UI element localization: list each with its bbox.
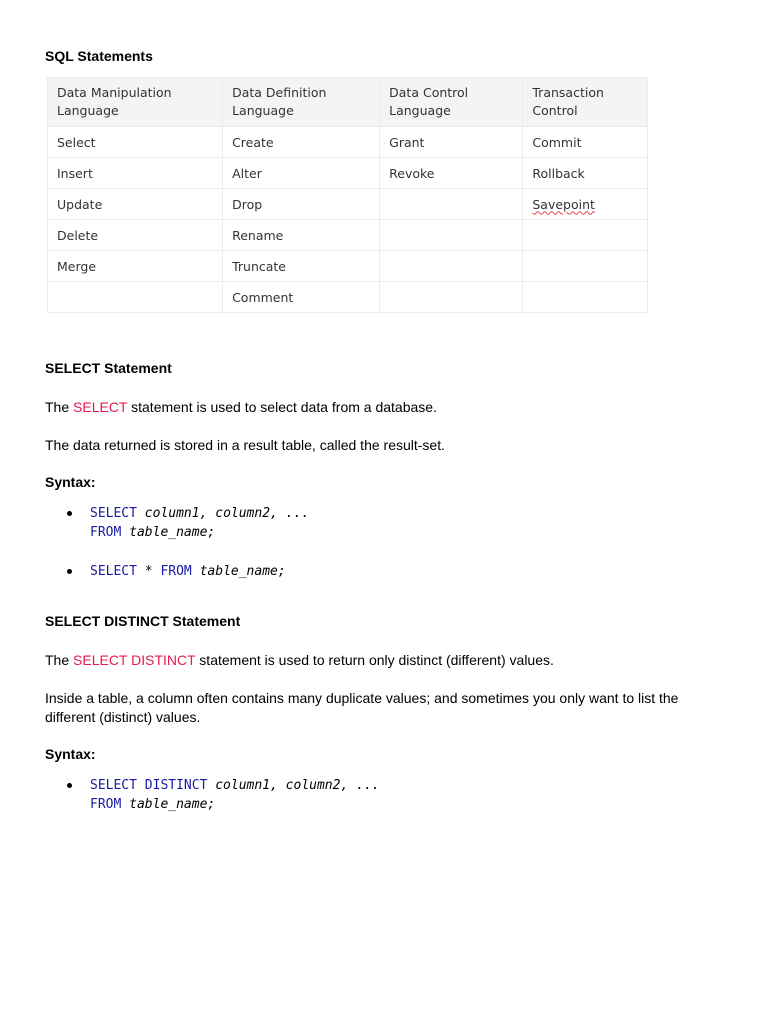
bullet-icon — [67, 783, 72, 788]
table-cell: Alter — [223, 158, 380, 189]
sql-statements-heading: SQL Statements — [45, 48, 153, 64]
table-row — [48, 251, 648, 282]
duplicate-values-description: Inside a table, a column often contains many duplicate values; and sometimes you only want to list the different (distinct) values. — [45, 690, 679, 725]
text-run: The — [45, 652, 74, 668]
table-row — [48, 127, 648, 158]
select-distinct-keyword: SELECT DISTINCT — [73, 652, 196, 668]
table-cell: Drop — [223, 189, 380, 220]
table-cell — [380, 282, 523, 313]
code-operator: * — [136, 564, 161, 579]
table-cell: Create — [223, 127, 380, 158]
table-cell: Select — [48, 127, 223, 158]
table-cell: Rollback — [523, 158, 648, 189]
code-keyword: SELECT — [90, 506, 137, 521]
select-keyword: SELECT — [73, 399, 128, 415]
table-row — [48, 189, 648, 220]
code-keyword: FROM — [90, 797, 122, 812]
text-run: statement is used to return only distinct (different) values. — [195, 652, 554, 668]
column-header: Data Control Language — [380, 78, 523, 127]
table-cell — [380, 251, 523, 282]
code-line — [90, 523, 309, 542]
code-line — [90, 504, 309, 523]
table-cell — [48, 282, 223, 313]
bullet-icon — [67, 511, 72, 516]
table-cell: Update — [48, 189, 223, 220]
column-header: Data Definition Language — [223, 78, 380, 127]
table-cell: Rename — [223, 220, 380, 251]
select-description — [45, 398, 725, 417]
result-set-description: The data returned is stored in a result table, called the result-set. — [45, 437, 445, 453]
code-identifier: column1, column2, ... — [215, 778, 380, 793]
code-line — [90, 562, 309, 581]
code-bullet — [45, 504, 309, 542]
select-heading: SELECT Statement — [45, 360, 172, 376]
table-cell — [523, 282, 648, 313]
code-bullet — [45, 562, 309, 581]
code-identifier: table_name; — [129, 797, 216, 812]
code-keyword: SELECT DISTINCT — [90, 778, 208, 793]
column-header: Transaction Control — [523, 78, 648, 127]
code-identifier: table_name; — [129, 525, 216, 540]
code-identifier: table_name; — [199, 564, 286, 579]
table-cell: Delete — [48, 220, 223, 251]
text-run: statement is used to select data from a database. — [127, 399, 437, 415]
table-cell: Comment — [223, 282, 380, 313]
select-distinct-heading: SELECT DISTINCT Statement — [45, 613, 241, 629]
code-bullet — [45, 776, 380, 814]
table-cell: Merge — [48, 251, 223, 282]
table-cell: Commit — [523, 127, 648, 158]
table-header-row — [48, 78, 648, 127]
select-distinct-description — [45, 651, 725, 670]
syntax-label: Syntax: — [45, 746, 96, 762]
code-keyword: FROM — [90, 525, 122, 540]
table-row — [48, 282, 648, 313]
table-cell: Truncate — [223, 251, 380, 282]
sql-statements-table — [47, 77, 648, 313]
table-row — [48, 158, 648, 189]
table-cell — [523, 189, 648, 220]
code-keyword: FROM — [160, 564, 192, 579]
code-keyword: SELECT — [90, 564, 137, 579]
code-identifier: column1, column2, ... — [144, 506, 310, 521]
bullet-icon — [67, 569, 72, 574]
column-header: Data Manipulation Language — [48, 78, 223, 127]
table-cell: Revoke — [380, 158, 523, 189]
table-cell — [523, 251, 648, 282]
table-cell: Insert — [48, 158, 223, 189]
table-cell — [523, 220, 648, 251]
table-cell — [380, 189, 523, 220]
code-line — [90, 776, 380, 795]
select-syntax-list — [45, 504, 309, 581]
table-row — [48, 220, 648, 251]
select-distinct-syntax-list — [45, 776, 380, 814]
text-run: The — [45, 399, 74, 415]
code-line — [90, 795, 380, 814]
syntax-label: Syntax: — [45, 474, 96, 490]
spellcheck-flagged-word[interactable]: Savepoint — [532, 196, 595, 212]
table-cell: Grant — [380, 127, 523, 158]
table-cell — [380, 220, 523, 251]
